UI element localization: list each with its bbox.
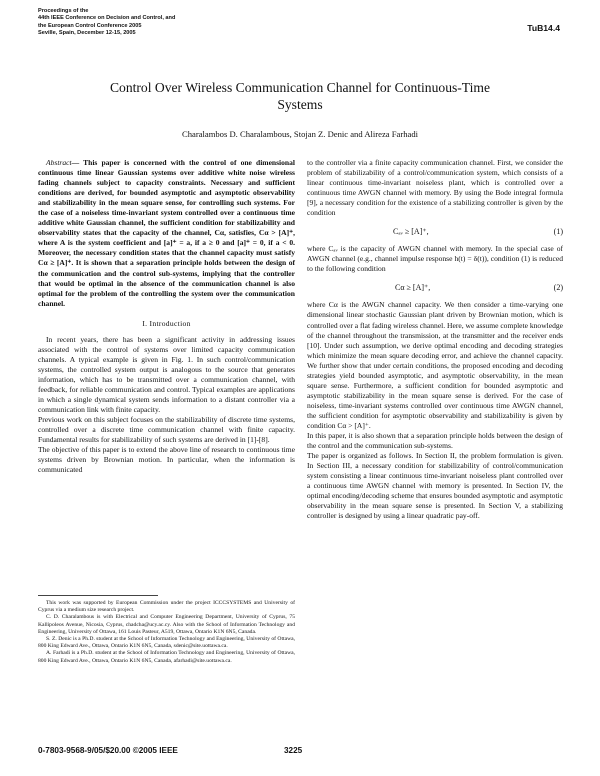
paper-title [40,79,560,113]
title-line: Control Over Wireless Communication Channel for Continuous-Time [109,80,491,95]
body-paragraph: The paper is organized as follows. In Section II, the problem formulation is given. In Section III, a necessary condition for stabilizability of control/communication system consisting a linear continuous time-invariant noiseless plant controlled over a continuous time AWGN channel with memory is presented. In Section IV, the optimal encoding/decoding scheme that ensures bounded asymptotic and asymptotic observability in the mean square sense is presented. In Section V, a stabilizing controller is designed by using a linear quadratic pay-off. [307,451,563,521]
equation-text: Cα ≥ [A]⁺, [395,283,431,293]
proceedings-header [38,8,338,38]
intro-paragraph: In recent years, there has been a significant activity in addressing issues associated with the control of systems over limited capacity communication channels. A typical example is given in Fig. 1. In such control/communication systems, the controlled system output is analogous to the source that generates information, which has to be transmitted over a communication channel, with feedback, for reliable communication and control. Typical examples are applications in which a single dynamical system sends information to a distant controller via a communication link with finite capacity. [38,334,295,415]
intro-paragraph: Previous work on this subject focuses on the stabilizability of discrete time systems, controlled over a discrete time communication channel with finite capacity. Fundamental results for stabilizability of such systems are derived in [1]-[8]. [38,415,295,445]
equation-number: (2) [553,283,563,293]
footnote: C. D. Charalambous is with Electrical and Computer Engineering Department, University of Cyprus, 75 Kallipoleos Avenue, Nicosia, Cyprus, chadcha@ucy.ac.cy. Also with the School of Information Technology and Engineering, University of Ottawa, 161 Louis Pasteur, A519, Ottawa, Ontario K1N 6N5, Canada. [38,614,295,635]
abstract [38,158,295,309]
footer-isbn: 0-7803-9568-9/05/$20.00 ©2005 IEEE [38,746,178,755]
equation-text: Cₐᵥ ≥ [A]⁺, [393,227,429,237]
proceedings-line: Proceedings of the [38,8,89,14]
abstract-lead: Abstract [46,158,72,167]
author-list: Charalambos D. Charalambous, Stojan Z. Denic and Alireza Farhadi [181,129,419,139]
equation-number: (1) [553,227,563,237]
intro-paragraph: The objective of this paper is to extend the above line of research to continuous time systems driven by Brownian motion. In particular, when the information is communicated [38,445,295,475]
footnote: S. Z. Denic is a Ph.D. student at the School of Information Technology and Engineering, University of Ottawa, 800 King Edward Ave., Ottawa, Ontario K1N 6N5, Canada, sdenic@site.uottawa.ca. [38,636,295,650]
page-number: 3225 [284,746,303,755]
left-column [38,158,295,475]
proceedings-line: Seville, Spain, December 12-15, 2005 [38,30,136,37]
section-heading: I. Introduction [142,318,191,328]
title-line: Systems [277,97,323,112]
equation-1 [307,222,563,244]
footnote: This work was supported by European Commission under the project ICCCSYSTEMS and University of Cyprus via a medium size research project. [38,600,295,614]
equation-2 [307,278,563,300]
body-paragraph: to the controller via a finite capacity communication channel. First, we consider the problem of stabilizability of a control/communication system, which consists of a linear continuous time-invariant noiseless plant, which is controlled over a continuous time AWGN channel with memory. By using the Bode integral formula [9], a necessary condition for the existence of a stabilizing controller is given by the condition [307,158,563,218]
right-column [307,158,563,521]
body-paragraph: where Cα is the AWGN channel capacity. We then consider a time-varying one dimensional linear stochastic Gaussian plant driven by Brownian motion, which is controlled over a flat fading wireless channel. Here, we assume complete knowledge of the channel throughout the transmission, at the transmitter and the receiver ends [10]. Under such assumption, we derive optimal encoding and decoding strategies which minimize the mean square decoding error, and achieve the channel capacity. We further show that under certain conditions, the proposed encoding and decoding strategies yield bounded asymptotic, and asymptotic observability, in the mean square sense. Furthermore, a sufficient condition for bounded asymptotic and asymptotic stabilizability in the mean square sense is derived. For the case of noiseless, time-invariant systems controlled over continuous time AWGN channel, the sufficient condition for asymptotic observability and stabilizability is given by condition Cα > [A]⁺. [307,300,563,430]
body-paragraph: In this paper, it is also shown that a separation principle holds between the design of the control and the communication sub-systems. [307,431,563,451]
abstract-text: — This paper is concerned with the control of one dimensional continuous time linear Gaussian systems over additive white noise wireless fading channels subject to capacity constraints. Necessary and sufficient conditions are derived, for bounded asymptotic and asymptotic observability and stabilizability in the mean square sense, for controlling such systems. For the case of a noiseless time-invariant system controlled over a continuous time additive white Gaussian channel, the sufficient condition for stabilizability and observability states that the capacity of the channel, Cα, satisfies, Cα > [A]⁺, where A is the system coefficient and [a]⁺ = a, if a ≥ 0 and [a]⁺ = 0, if a < 0. Moreover, the necessary condition states that the channel capacity must satisfy Cα ≥ [A]⁺. It is shown that a separation principle holds between the design of the communication and the control sub-systems, implying that the controller that would be optimal in the absence of the communication channel is also optimal for the problem of the controlling the system over the communication channel. [38,158,295,308]
proceedings-line: the European Control Conference 2005 [38,22,142,29]
session-tag: TuB14.4 [527,23,560,33]
footnote: A. Farhadi is a Ph.D. student at the School of Information Technology and Engineering, University of Ottawa, 800 King Edward Ave., Ottawa, Ontario K1N 6N5, Canada, afarhadi@site.uottawa.ca. [38,650,295,664]
footnotes [38,600,295,665]
body-paragraph: where Cₐᵥ is the capacity of AWGN channel with memory. In the special case of AWGN channel (e.g., channel impulse response h(t) = δ(t)), condition (1) is reduced to the following condition [307,244,563,274]
footnote-divider [38,595,158,596]
proceedings-line: 44th IEEE Conference on Decision and Control, and [38,15,176,22]
